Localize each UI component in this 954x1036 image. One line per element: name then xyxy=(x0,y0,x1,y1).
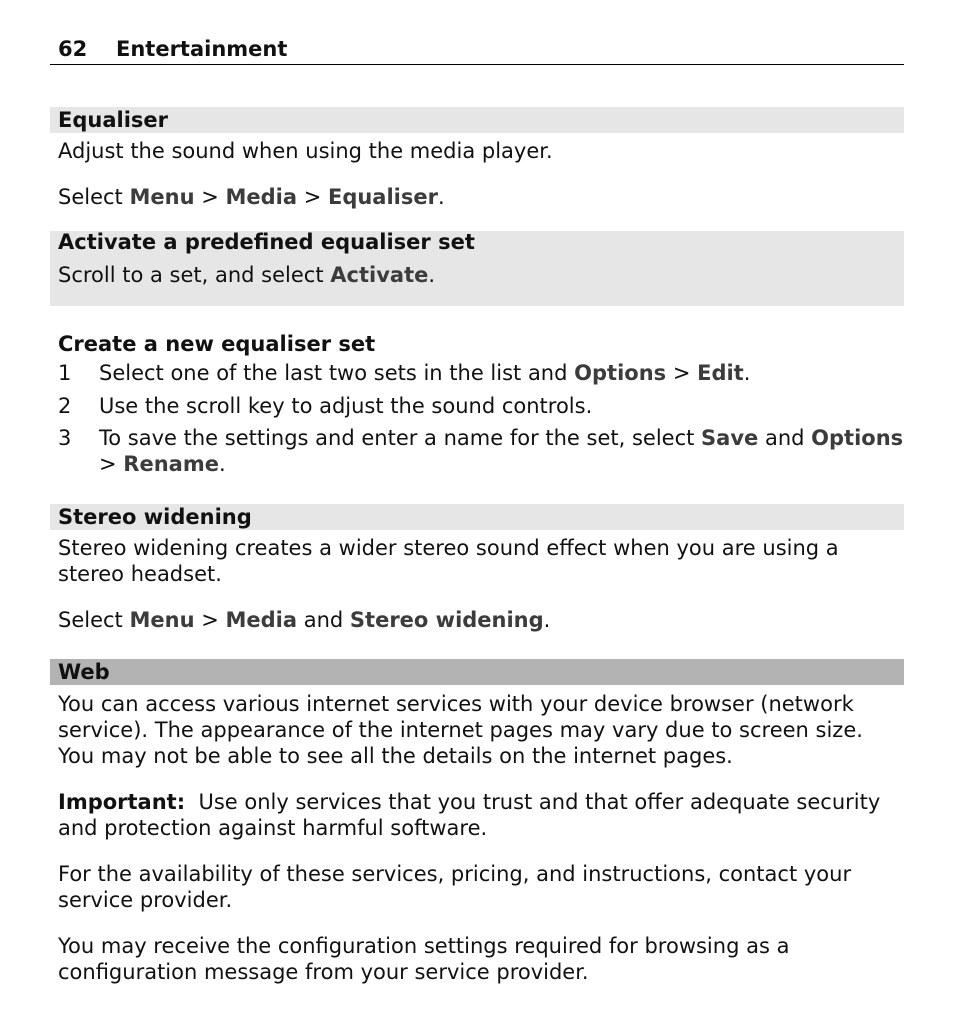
equaliser-intro: Adjust the sound when using the media player. xyxy=(58,139,553,163)
step-text: Select one of the last two sets in the list and Options > Edit. xyxy=(99,361,751,385)
important-label: Important: xyxy=(58,790,186,814)
equaliser-label: Equaliser xyxy=(327,185,438,209)
options-label: Options xyxy=(811,426,904,450)
options-label: Options xyxy=(574,361,667,385)
menu-label: Menu xyxy=(129,608,195,632)
web-availability: For the availability of these services, pricing, and instructions, contact your service provider. xyxy=(58,862,852,912)
web-heading-bar xyxy=(50,659,904,685)
page-number: 62 xyxy=(58,37,88,61)
create-set-heading: Create a new equaliser set xyxy=(58,332,376,356)
media-label: Media xyxy=(225,608,298,632)
step-text: Use the scroll key to adjust the sound controls. xyxy=(99,394,593,418)
chapter-title: Entertainment xyxy=(116,37,288,61)
web-configuration: You may receive the configuration settings required for browsing as a configuration message from your service provider. xyxy=(58,934,790,984)
stereo-text: Stereo widening creates a wider stereo sound effect when you are using a stereo headset. xyxy=(58,536,839,586)
important-note: Important: Use only services that you trust and that offer adequate security and protection against harmful software. xyxy=(58,790,881,840)
equaliser-heading-bar xyxy=(50,107,904,133)
web-intro: You can access various internet services with your device browser (network service). The appearance of the internet pages may vary due to screen size. You may not be able to see all the details on the internet pages. xyxy=(58,692,863,768)
activate-heading: Activate a predefined equaliser set xyxy=(58,230,475,254)
stereo-heading-bar xyxy=(50,504,904,530)
stereo-heading: Stereo widening xyxy=(50,504,904,530)
activate-label: Activate xyxy=(330,263,429,287)
page-header xyxy=(50,36,904,65)
activate-text: Scroll to a set, and select Activate. xyxy=(58,263,436,287)
equaliser-heading: Equaliser xyxy=(50,107,904,133)
step-number: 2 xyxy=(58,394,72,418)
step-text: To save the settings and enter a name for the set, select Save and Options > Rename. xyxy=(99,426,904,476)
stereo-select-path: Select Menu > Media and Stereo widening. xyxy=(58,608,551,632)
step-number: 3 xyxy=(58,426,72,450)
media-label: Media xyxy=(225,185,298,209)
rename-label: Rename xyxy=(123,452,219,476)
edit-label: Edit xyxy=(697,361,744,385)
web-heading: Web xyxy=(50,659,904,685)
equaliser-select-path: Select Menu > Media > Equaliser. xyxy=(58,185,445,209)
stereo-widening-label: Stereo widening xyxy=(349,608,544,632)
step-number: 1 xyxy=(58,361,72,385)
menu-label: Menu xyxy=(129,185,195,209)
save-label: Save xyxy=(701,426,759,450)
